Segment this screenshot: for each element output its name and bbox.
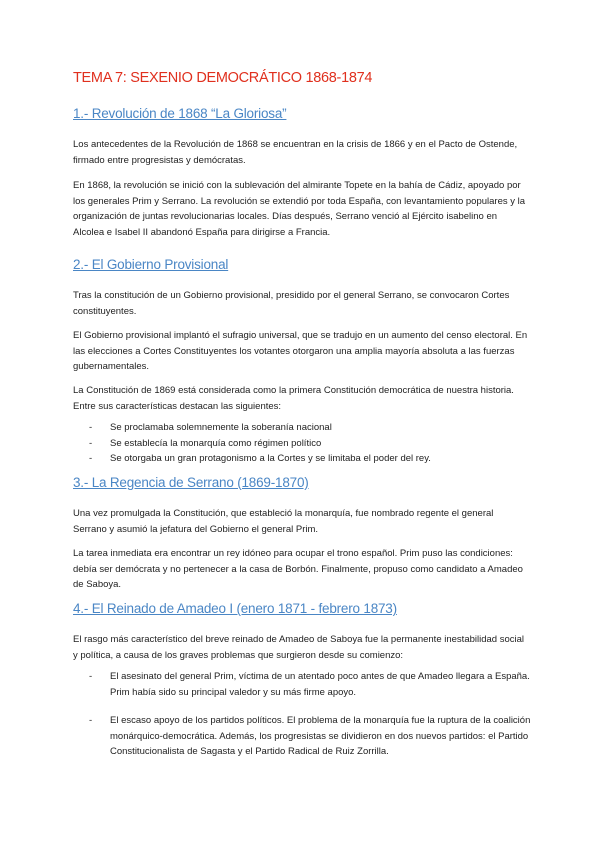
list-item	[73, 451, 533, 467]
section-4-heading: 4.- El Reinado de Amadeo I (enero 1871 - febrero 1873)	[73, 601, 397, 616]
list-item	[73, 436, 533, 452]
bullet-dash: -	[89, 453, 93, 464]
bullet-dash: -	[89, 437, 93, 449]
list-item-text: El escaso apoyo de los partidos políticos. El problema de la monarquía fue la ruptura de la coalición monárquico-democrática. Además, los progresistas se dividieron en dos nuevos partidos: el Partido Constitucionalista de Sagasta y el Partido Radical de Ruiz Zorrilla.	[110, 715, 531, 757]
section-2-bullet-list	[73, 420, 533, 467]
list-item	[73, 420, 533, 436]
list-item	[73, 713, 533, 760]
section-2-heading: 2.- El Gobierno Provisional	[73, 257, 229, 272]
section-1-paragraph-1: Los antecedentes de la Revolución de 1868 se encuentran en la crisis de 1866 y en el Pacto de Ostende, firmado entre progresistas y demócratas.	[73, 139, 518, 166]
list-item-text: Se establecía la monarquía como régimen político	[110, 437, 322, 449]
section-4-bullet-list	[73, 669, 533, 760]
bullet-dash: -	[89, 715, 93, 726]
list-item-text: Se proclamaba solemnemente la soberanía nacional	[110, 422, 332, 433]
section-3-heading: 3.- La Regencia de Serrano (1869-1870)	[73, 475, 309, 490]
section-1-heading: 1.- Revolución de 1868 “La Gloriosa”	[73, 106, 287, 121]
bullet-dash: -	[89, 422, 93, 433]
list-item-text: El asesinato del general Prim, víctima de un atentado poco antes de que Amadeo llegara a España. Prim había sido su principal valedor y su más firme apoyo.	[110, 671, 530, 698]
section-3-paragraph-2: La tarea inmediata era encontrar un rey idóneo para ocupar el trono español. Prim puso las condiciones: debía ser demócrata y no pertenecer a la casa de Borbón. Finalmente, propuso como candidato a Amadeo de Saboya.	[73, 548, 523, 590]
document-title: TEMA 7: SEXENIO DEMOCRÁTICO 1868-1874	[73, 70, 373, 86]
section-2-paragraph-3: La Constitución de 1869 está considerada como la primera Constitución democrática de nuestra historia. Entre sus características destacan las siguientes:	[73, 385, 514, 412]
section-2-paragraph-1: Tras la constitución de un Gobierno provisional, presidido por el general Serrano, se convocaron Cortes constituyentes.	[73, 290, 510, 317]
list-item-text: Se otorgaba un gran protagonismo a la Cortes y se limitaba el poder del rey.	[110, 453, 431, 464]
section-4-paragraph-1: El rasgo más característico del breve reinado de Amadeo de Saboya fue la permanente inestabilidad social y política, a causa de los graves problemas que surgieron desde su comienzo:	[73, 634, 524, 661]
list-item	[73, 669, 533, 700]
section-1-paragraph-2: En 1868, la revolución se inició con la sublevación del almirante Topete en la bahía de Cádiz, apoyado por los generales Prim y Serrano. La revolución se extendió por toda España, con levantamiento populares y la organización de juntas revolucionarias locales. Días después, Serrano venció al Ejército isabelino en Alcolea e Isabel II abandonó España para dirigirse a Francia.	[73, 180, 526, 238]
section-3-paragraph-1: Una vez promulgada la Constitución, que estableció la monarquía, fue nombrado regente el general Serrano y asumió la jefatura del Gobierno el general Prim.	[73, 508, 494, 535]
bullet-dash: -	[89, 671, 93, 682]
section-2-paragraph-2: El Gobierno provisional implantó el sufragio universal, que se tradujo en un aumento del censo electoral. En las elecciones a Cortes Constituyentes los votantes otorgaron una amplia mayoría absoluta a las fuerzas gubernamentales.	[73, 330, 528, 372]
